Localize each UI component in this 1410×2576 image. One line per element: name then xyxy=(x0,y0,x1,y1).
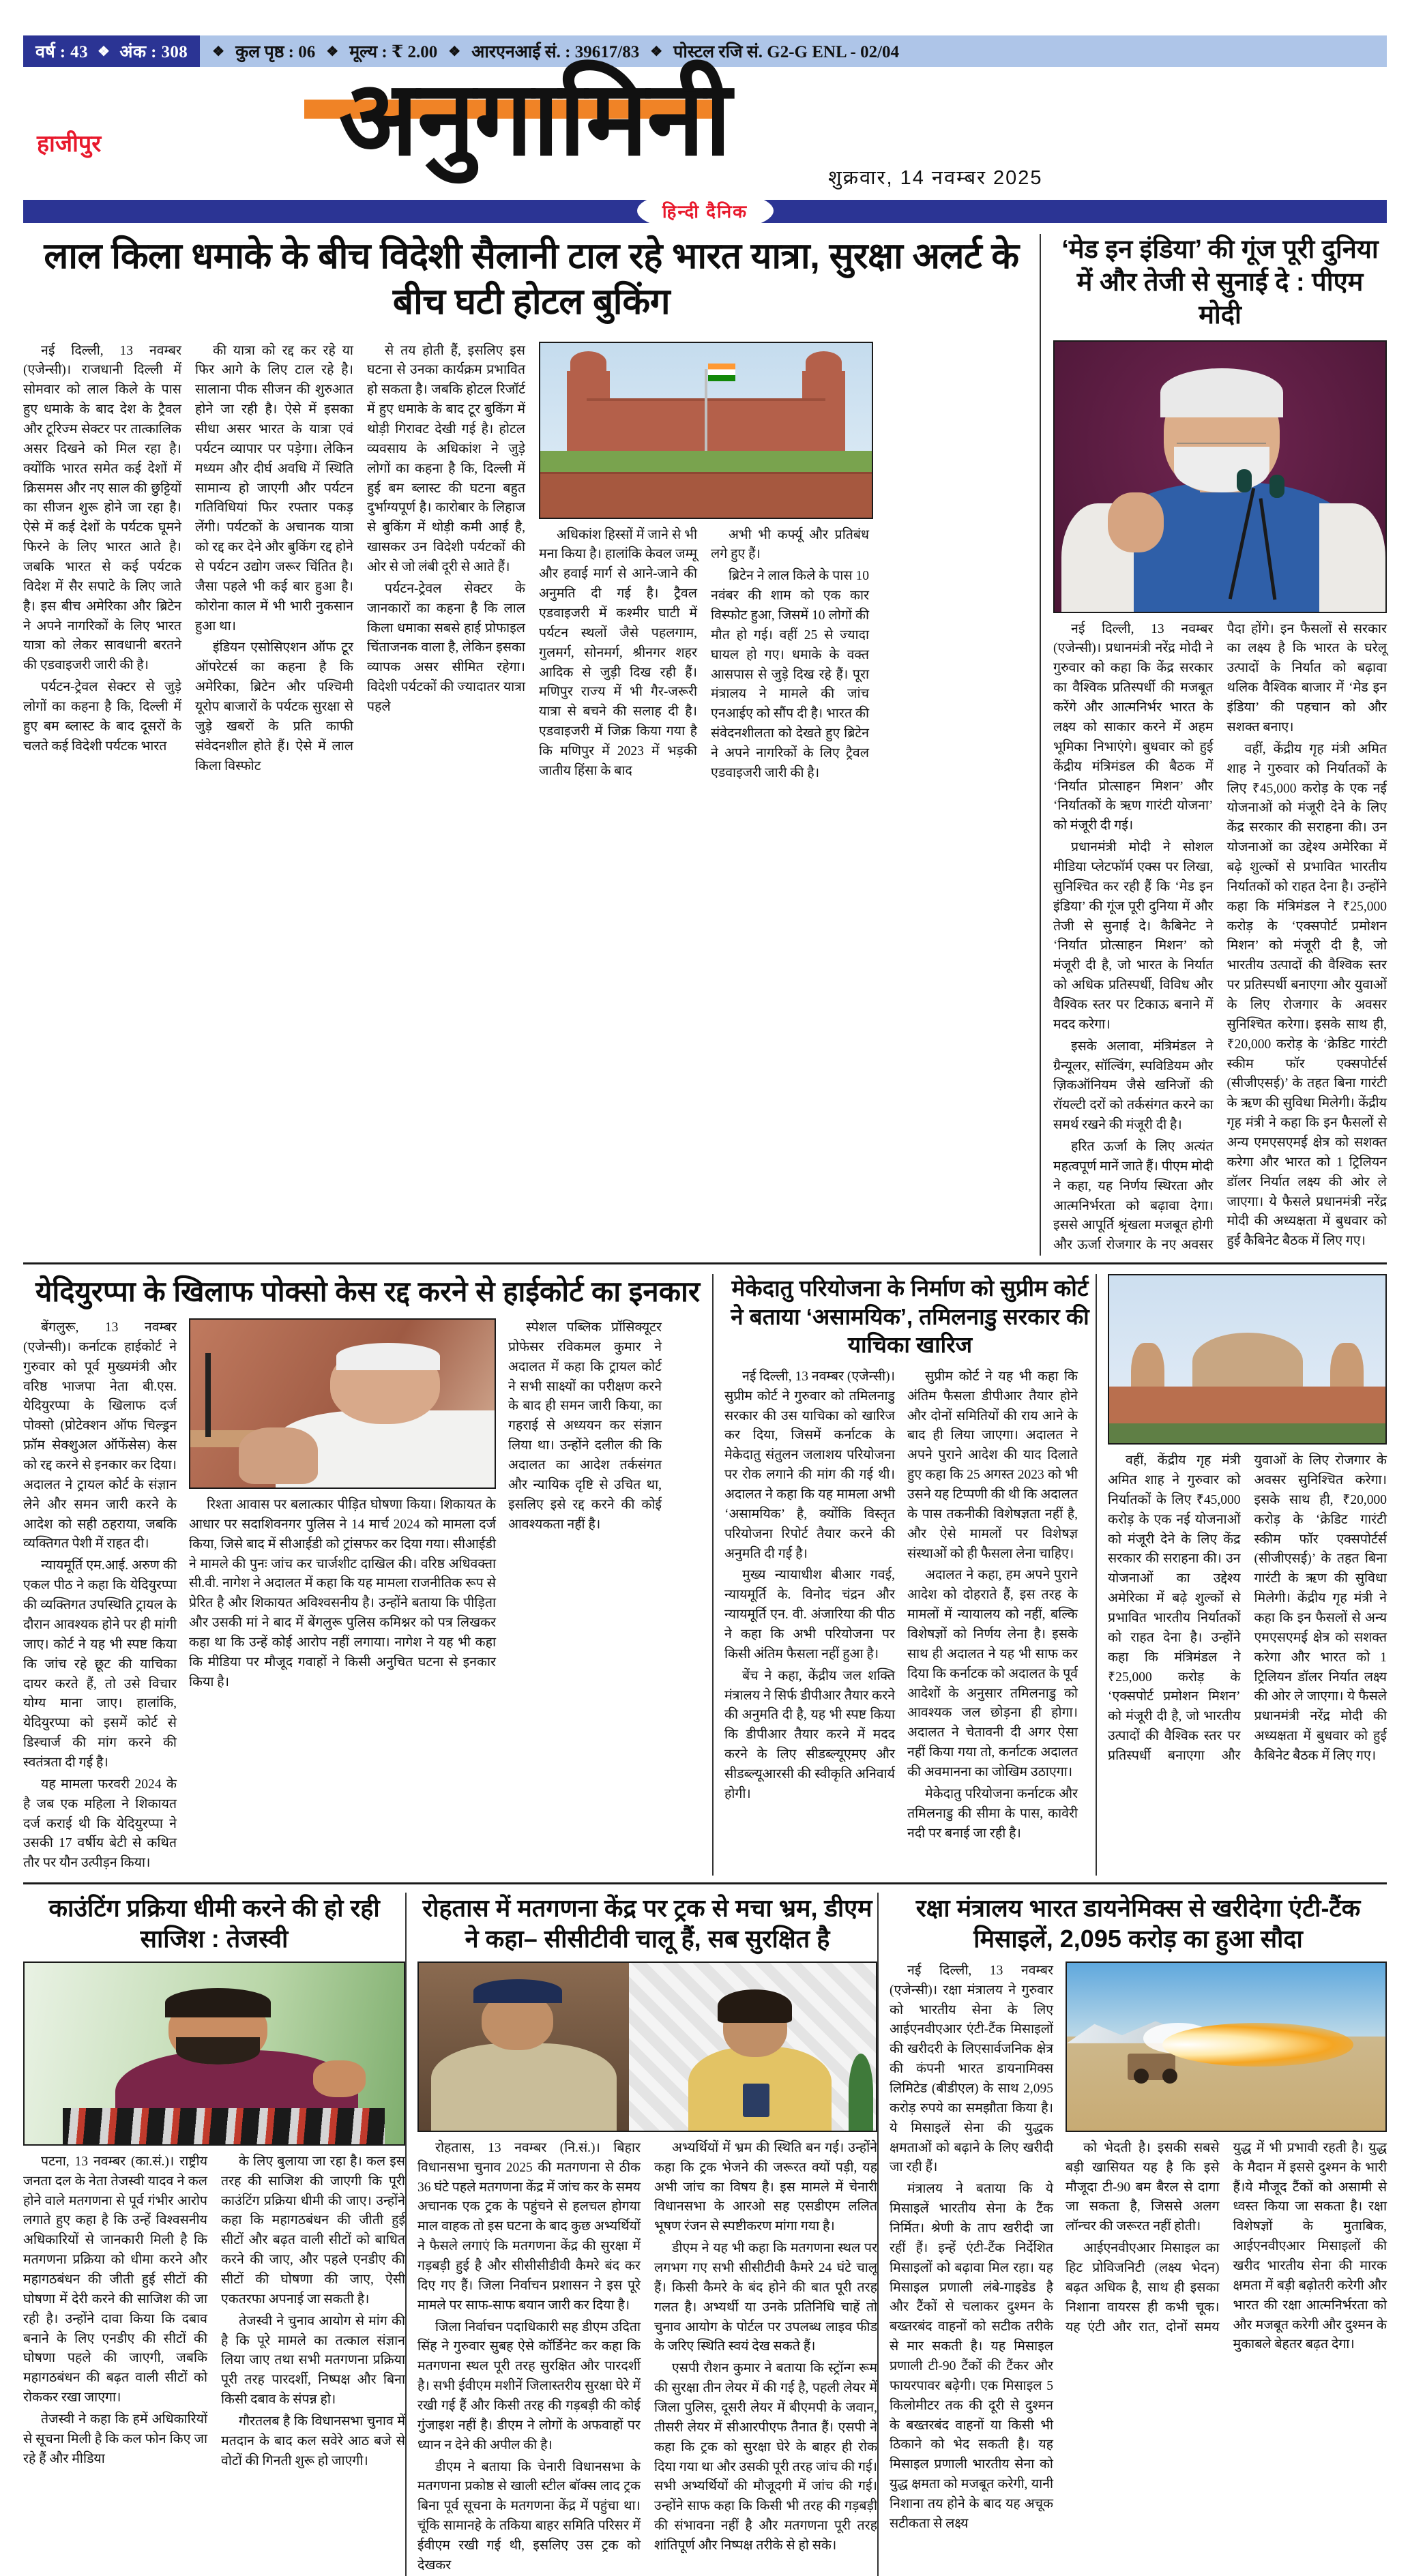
rohtas-story xyxy=(407,1893,877,2576)
modi-para: वहीं, केंद्रीय गृह मंत्री अमित शाह ने गुरुवार को निर्यातकों के लिए ₹45,000 करोड़ के एक नई योजनाओं को मंजूरी देने के लिए केंद्र सरकार की सराहना की। उन योजनाओं का उद्देश्य अमेरिका में बढ़े शुल्कों से प्रभावित भारतीय निर्यातकों को राहत देना है। उन्होंने कहा कि मंत्रिमंडल ने ₹25,000 करोड़ के ‘एक्सपोर्ट प्रमोशन मिशन’ को मंजूरी दी है, जो भारतीय उत्पादों की वैश्विक स्तर पर प्रतिस्पर्धी बनाएगा और युवाओं के लिए रोजगार के अवसर सुनिश्चित करेगा। इसके साथ ही, ₹20,000 करोड़ के ‘क्रेडिट गारंटी स्कीम फॉर एक्सपोर्टर्स (सीजीएसई)’ के तहत बिना गारंटी के ऋण की सुविधा मिलेगी। केंद्रीय गृह मंत्री ने कहा कि इन फैसलों से अन्य एमएसएमई क्षेत्र को सशक्त करेगा और भारत को 1 ट्रिलियन डॉलर निर्यात लक्ष्य की ओर ले जाएगा। ये फैसले प्रधानमंत्री नरेंद्र मोदी की अध्यक्षता में बुधवार को हुई कैबिनेट बैठक में लिए गए। xyxy=(1227,741,1387,1249)
rohtas-para: एसपी रौशन कुमार ने बताया कि स्ट्रॉन्ग रूम की सुरक्षा तीन लेयर में की गई है, पहली लेयर में जिला पुलिस, दूसरी लेयर में बीएमपी के जवान, तीसरी लेयर में सीआरपीएफ तैनात हैं। एसपी ने कहा कि ट्रक को सुरक्षा घेरे के बाहर ही रोक दिया गया था और उसकी पूरी तरह जांच की गई। सभी अभ्यर्थियों की मौजूदगी में जांच की गई। उन्होंने साफ कहा कि किसी भी तरह की गड़बड़ी की संभावना नहीं है और मतगणना पूरी तरह शांतिपूर्ण और निष्पक्ष तरीके से हो सके। xyxy=(654,2361,877,2553)
yediyurappa-column-1 xyxy=(23,1318,177,1876)
yediyurappa-illustration xyxy=(190,1320,495,1487)
lead-headline: लाल किला धमाके के बीच विदेशी सैलानी टाल रहे भारत यात्रा, सुरक्षा अलर्ट के बीच घटी होटल बुकिंग xyxy=(44,236,1019,322)
missile-para: मंत्रालय ने बताया कि ये मिसाइलें भारतीय सेना के टैंक निर्मित। श्रेणी के ताप खरीदी जा रहीं हैं। इन्हें एंटी-टैंक निर्देशित मिसाइलों को बढ़ावा मिल रहा। यह मिसाइल प्रणाली लंबे-गाइडेड है और टैंकों से चलाकर दुश्मन के बख्तरबंद वाहनों को सटीक तरीके से मार सकती है। यह मिसाइल प्रणाली टी-90 टैंकों की टैंकर और फायरपावर बढ़ेगी। एक मिसाइल 5 किलोमीटर तक की दूरी से दुश्मन के बख्तरबंद वाहनों या किसी भी ठिकाने को भेद सकती है। यह मिसाइल प्रणाली भारतीय सेना को युद्ध क्षमता को मजबूत करेगी, यानी निशाना तय होने के बाद यह अचूक सटीकता से लक्ष्य xyxy=(890,2182,1053,2531)
lead-para: ब्रिटेन ने लाल किले के पास 10 नवंबर की शाम को एक कार विस्फोट हुआ, जिसमें 10 लोगों की मौत हो गई। वहीं 25 से ज्यादा घायल हो गए। धमाके के वक्त आसपास से जुड़े दिख रहे हैं। पूरा मंत्रालय ने मामले की जांच एनआईए को सौंप दी है। भारत की संवेदनशीलता को देखते हुए ब्रिटेन ने अपने नागरिकों के लिए ट्रैवल एडवाइजरी जारी की है। xyxy=(711,569,869,780)
masthead-title-wrap xyxy=(262,61,808,197)
modi-para: हरित ऊर्जा के लिए अत्यंत महत्वपूर्ण मानें जाते हैं। पीएम मोदी ने कहा, यह निर्णय स्थिरता और आत्मनिर्भरता को बढ़ावा देगा। इससे आपूर्ति श्रृंखला मजबूत होगी और ऊर्जा रोजगार के नए अवसर पैदा होंगे। इन फैसलों से सरकार का लक्ष्य है कि भारत के घरेलू उत्पादों के निर्यात को बढ़ावा थलिक वैश्विक बाजार में ‘मेड इन इंडिया’ की पहचान को और सशक्त बनाए। xyxy=(1053,621,1387,1253)
modi-body xyxy=(1053,620,1387,1256)
mekedatu-para: सुप्रीम कोर्ट ने यह भी कहा कि अंतिम फैसला डीपीआर तैयार होने और दोनों समितियों की राय आने के बाद ही लिया जाएगा। अदालत ने अपने पुराने आदेश की याद दिलाते हुए कहा कि 25 अगस्त 2023 को भी उसने यह टिप्पणी की थी कि अदालत के पास तकनीकी विशेषज्ञता नहीं है, और ऐसे मामलों पर विशेषज्ञ संस्थाओं को ही फैसला लेना चाहिए। xyxy=(907,1369,1078,1561)
mekedatu-para: अदालत ने कहा, हम अपने पुराने आदेश को दोहराते हैं, इस तरह के मामलों में न्यायालय को नहीं, बल्कि विशेषज्ञों को निर्णय लेना है। इसके साथ ही अदालत ने यह भी साफ कर दिया कि कर्नाटक को अदालत के पूर्व आदेशों के अनुसार तमिलनाडु को आवश्यक जल छोड़ना ही होगा। अदालत ने चेतावनी दी अगर ऐसा नहीं किया गया तो, कर्नाटक अदालत की अवमानना का जोखिम उठाएगा। xyxy=(907,1568,1078,1780)
lead-para: पर्यटन-ट्रेवल सेक्टर से जुड़े लोगों का कहना है कि, दिल्ली में हुए बम ब्लास्ट के बाद दूसरों के चलते कई विदेशी पर्यटक भारत xyxy=(23,680,181,754)
lead-para: इंडियन एसोसिएशन ऑफ टूर ऑपरेटर्स का कहना है कि अमेरिका, ब्रिटेन और पश्चिमी यूरोप बाजारों के पर्यटक सुरक्षा से जुड़े खबरों के प्रति काफी संवेदनशील होते हैं। ऐसे में लाल किला विस्फोट xyxy=(195,640,353,773)
lead-column-1 xyxy=(23,342,181,786)
lead-column-4 xyxy=(539,526,697,786)
supreme-court-illustration xyxy=(1109,1275,1385,1443)
red-fort-illustration xyxy=(540,343,872,518)
modi-story xyxy=(1041,234,1387,1256)
tejashwi-headline: काउंटिंग प्रक्रिया धीमी करने की हो रही साजिश : तेजस्वी xyxy=(48,1894,380,1953)
modi-para: इसके अलावा, मंत्रिमंडल ने ग्रैन्यूलर, सॉल्विंग, स्पविडियम और ज़िकऑनियम जैसे खनिजों की रॉयल्टी दरों को तर्कसंगत करने का समर्थ रखने की मंजूरी दी है। xyxy=(1053,1039,1214,1133)
rni-number: आरएनआई सं. : 39617/83 xyxy=(471,43,640,61)
mekedatu-para: मुख्य न्यायाधीश बीआर गवई, न्यायमूर्ति के. विनोद चंद्रन और न्यायमूर्ति एन. वी. अंजारिया की पीठ ने कहा कि अभी परियोजना पर किसी अंतिम फैसला नहीं हुआ है। xyxy=(724,1568,895,1661)
newspaper-page xyxy=(0,35,1410,2573)
red-fort-photo xyxy=(539,342,873,519)
yediyurappa-para: स्पेशल पब्लिक प्रॉसिक्यूटर प्रोफेसर रविकमल कुमार ने अदालत में कहा कि ट्रायल कोर्ट ने सभी साक्ष्यों का परीक्षण करने के बाद ही समन जारी किया, का गहराई से अध्ययन कर संज्ञान लिया था। उन्होंने दलील की कि अदालत का आदेश तर्कसंगत और न्यायिक दृष्टि से उचित था, इसलिए इसे रद्द करने की कोई आवश्यकता नहीं है। xyxy=(508,1320,662,1532)
yediyurappa-para: यह मामला फरवरी 2024 के है जब एक महिला ने शिकायत दर्ज कराई थी कि येदियुरप्पा ने उसकी 17 वर्षीय बेटी से कथित तौर पर यौन उत्पीड़न किया। xyxy=(23,1777,177,1871)
microphone-icon xyxy=(1237,469,1252,492)
missile-para: को भेदती है। इसकी सबसे बड़ी खासियत यह है कि इसे मौजूदा टी-90 बम बैरल से दागा जा सकता है, जिससे अलग लॉन्चर की जरूरत नहीं होती। xyxy=(1066,2140,1220,2234)
middle-section xyxy=(23,1274,1387,1876)
missile-column-1 xyxy=(890,1961,1053,2536)
lead-section xyxy=(23,234,1387,1256)
tejashwi-yadav-photo xyxy=(23,1961,405,2146)
section-divider xyxy=(23,1262,1387,1264)
mekedatu-column-2 xyxy=(907,1367,1078,1844)
missile-launch-photo xyxy=(1066,1961,1387,2132)
total-pages: कुल पृष्ठ : 06 xyxy=(235,43,316,61)
yediyurappa-story xyxy=(23,1274,712,1876)
pm-modi-illustration xyxy=(1055,342,1385,612)
tejashwi-para: पटना, 13 नवम्बर (का.सं.)। राष्ट्रीय जनता दल के नेता तेजस्वी यादव ने कल होने वाले मतगणना से पूर्व गंभीर आरोप लगाते हुए कहा है कि उन्हें विश्वसनीय अधिकारियों से जानकारी मिली है कि मतगणना प्रक्रिया को धीमा करने और महागठबंधन की जीती हुई सीटों की घोषणा में देरी करने की साजिश की जा रही है। उन्होंने दावा किया कि दबाव बनाने के लिए एनडीए की सीटों की घोषणा पहले की जाएगी, जबकि महागठबंधन की बढ़त वाली सीटों को रोककर रखा जाएगा। xyxy=(23,2154,207,2405)
rohtas-para: डीएम ने यह भी कहा कि मतगणना स्थल पर लगभग गए सभी सीसीटीवी कैमरे 24 घंटे चालू हैं। किसी कैमरे के बंद होने की बात पूरी तरह गलत है। अभ्यर्थी या उनके प्रतिनिधि चाहें तो चुनाव आयोग के पोर्टल पर उपलब्ध लाइव फीड के जरिए स्थिति स्वयं देख सकते हैं। xyxy=(654,2241,877,2354)
rohtas-para: डीएम ने बताया कि चेनारी विधानसभा के मतगणना प्रकोष्ठ से खाली स्टील बॉक्स लाद ट्रक बिना पूर्व सूचना के मतगणना केंद्र में पहुंचा था। चूंकि सामानहे के तकिया बाहर समिति परिसर में ईवीएम रखी गई थी, इसलिए उस ट्रक को देखकर xyxy=(417,2459,641,2573)
supreme-court-photo xyxy=(1108,1274,1387,1445)
yediyurappa-photo-wrap xyxy=(189,1318,496,1876)
lead-para: अभी भी कर्फ्यू और प्रतिबंध लगे हुए हैं। xyxy=(711,527,869,562)
masthead-blue-strip xyxy=(23,200,1387,223)
yediyurappa-para: न्यायमूर्ति एम.आई. अरुण की एकल पीठ ने कहा कि येदियुरप्पा की व्यक्तिगत उपस्थिति ट्रायल के दौरान आवश्यक होने पर ही मांगी जाए। कोर्ट ने यह भी स्पष्ट किया कि जांच रहे छूट की याचिका दायर करते हैं, तो उसे विचार योग्य माना जाए। हालांकि, येदियुरप्पा को इसमें कोर्ट से डिस्चार्ज की मांग करने की स्वतंत्रता दी गई है। xyxy=(23,1558,177,1770)
lead-para: अधिकांश हिस्सों में जाने से भी मना किया है। हालांकि केवल जम्मू और हवाई मार्ग से आने-जाने की अनुमति दी गई है। ट्रैवल एडवाइजरी में कश्मीर घाटी में पर्यटन स्थलों जैसे पहलगाम, गुलमर्ग, सोनमर्ग, श्रीनगर शहर आदिक से जुड़ी दिख रही हैं। मणिपुर राज्य में भी गैर-जरूरी यात्रा से बचने की सलाह दी है। एडवाइजरी में जिक्र किया गया है कि मणिपुर में 2023 में भड़की जातीय हिंसा के बाद xyxy=(539,527,697,778)
diamond-icon: ❖ xyxy=(650,44,663,59)
rohtas-para: रोहतास, 13 नवम्बर (नि.सं.)। बिहार विधानसभा चुनाव 2025 की मतगणना से ठीक 36 घंटे पहले मतगणना केंद्र में जांच कर के समय अचानक एक ट्रक के पहुंचने से हलचल होगया माल वाहक तो इस घटना के बाद कुछ अभ्यर्थियों ने फैसले लगाएं कि मतगणना केंद्र की सुरक्षा में गड़बड़ी हुई है और सीसीसीडीवी कैमरे बंद कर दिए गए हैं। जिला निर्वाचन प्रशासन ने इस पूरे मामले पर साफ-साफ बयान जारी कर दिया है। xyxy=(417,2140,641,2313)
microphone-icon xyxy=(205,1353,211,1437)
mekedatu-para: मेकेदातु परियोजना कर्नाटक और तमिलनाडु की सीमा के पास, कावेरी नदी पर बनाई जा रही है। xyxy=(907,1786,1078,1841)
price: मूल्य : ₹ 2.00 xyxy=(349,43,438,61)
missile-deal-story xyxy=(879,1893,1387,2576)
masthead xyxy=(23,61,1387,197)
microphone-cluster-icon xyxy=(63,2108,385,2144)
tejashwi-para: गौरतलब है कि विधानसभा चुनाव में मतदान के बाद कल सवेरे आठ बजे से वोटों की गिनती शुरू हो जाएगी। xyxy=(221,2414,405,2468)
lead-para: नई दिल्ली, 13 नवम्बर (एजेन्सी)। राजधानी दिल्ली में सोमवार को लाल किले के पास हुए धमाके के बाद देश के ट्रैवल और टूरिज्म सेक्टर पर तात्कालिक असर दिखने को मिल रहा है। क्योंकि भारत समेत कई देशों में क्रिसमस और नए साल की छुट्टियों का सीजन शुरू होने जा रहा है। ऐसे में कई देशों के पर्यटक घूमने फिरने के लिए भारत आते है। जबकि भारत से कई पर्यटक विदेश में सैर सपाटे के लिए जाते है। इस बीच अमेरिका और ब्रिटेन ने अपने नागरिकों के लिए भारत यात्रा को लेकर सावधानी बरतने की एडवाइजरी जारी की है। xyxy=(23,343,181,673)
tejashwi-para: तेजस्वी ने चुनाव आयोग से मांग की है कि पूरे मामले का तत्काल संज्ञान लिया जाए तथा सभी मतगणना प्रक्रिया पूरी तरह पारदर्शी, निष्पक्ष और बिना किसी दबाव के संपन्न हो। xyxy=(221,2313,405,2408)
publication-date: शुक्रवार, 14 नवम्बर 2025 xyxy=(828,167,1043,189)
lead-column-3 xyxy=(367,342,525,786)
mekedatu-story xyxy=(714,1274,1096,1876)
yediyurappa-column-2 xyxy=(189,1496,496,1693)
rohtas-illustration xyxy=(419,1963,876,2131)
rohtas-para: जिला निर्वाचन पदाधिकारी सह डीएम उदिता सिंह ने गुरुवार सुबह ऐसे कॉर्डिनेट कर कहा कि मतगणना स्थल पूरी तरह सुरक्षित और पारदर्शी है। सभी ईवीएम मशीनें जिलास्तरीय सुरक्षा घेरे में रखी गई हैं और किसी तरह की गड़बड़ी की कोई गुंजाइश नहीं है। डीएम ने लोगों के अफवाहों पर ध्यान न देने की अपील की है। xyxy=(417,2320,641,2453)
supreme-court-and-continuation xyxy=(1097,1274,1387,1876)
language-badge: हिन्दी दैनिक xyxy=(637,190,774,231)
section-divider xyxy=(23,1882,1387,1884)
mekedatu-column-1 xyxy=(724,1367,895,1846)
diamond-icon: ❖ xyxy=(326,44,339,59)
missile-launch-illustration xyxy=(1067,1963,1385,2131)
microphone-icon xyxy=(1269,475,1284,498)
yediyurappa-photo xyxy=(189,1318,496,1489)
newspaper-title: अनुगामिनी xyxy=(338,61,731,177)
diamond-icon: ❖ xyxy=(212,44,225,59)
lead-column-4-wrap xyxy=(539,342,873,786)
missile-headline: रक्षा मंत्रालय भारत डायनेमिक्स से खरीदेगा एंटी-टैंक मिसाइलें, 2,095 करोड़ का हुआ सौदा xyxy=(915,1894,1361,1953)
rohtas-body xyxy=(417,2139,877,2576)
edition-city: हाजीपुर xyxy=(37,131,102,157)
diamond-icon: ❖ xyxy=(448,44,461,59)
yediyurappa-headline: येदियुरप्पा के खिलाफ पोक्सो केस रद्द करने से हाईकोर्ट का इनकार xyxy=(35,1275,701,1308)
lead-para: की यात्रा को रद्द कर रहे या फिर आगे के लिए टाल रहे है। सालाना पीक सीजन की शुरुआत होने जा रही है। ऐसे में इसका सीधा असर भारत के यात्रा एवं पर्यटन व्यापार पर पड़ेगा। लेकिन मध्यम और दीर्घ अवधि में स्थिति सामान्य हो जाएगी और पर्यटन गतिविधियां फिर रफ्तार पकड़ लेंगी। पर्यटकों के अचानक यात्रा को रद्द कर देने और बुकिंग रद्द होने से पर्यटन उद्योग जरूर चिंतित है। जैसा पहले भी कई बार हुआ है। कोरोना काल में भी भारी नुकसान हुआ था। xyxy=(195,343,353,634)
indian-flag-icon xyxy=(708,364,735,381)
bottom-section xyxy=(23,1893,1387,2576)
missile-para: नई दिल्ली, 13 नवम्बर (एजेन्सी)। रक्षा मंत्रालय ने गुरुवार को भारतीय सेना के लिए आईएनवीएआर एंटी-टैंक मिसाइलों की खरीदरी के लिएसार्वजनिक क्षेत्र की कंपनी भारत डायनामिक्स लिमिटेड (बीडीएल) के साथ 2,095 करोड़ रुपये का समझौता किया है।ये मिसाइलें सेना की युद्धक क्षमताओं को बढ़ाने के लिए खरीदी जा रही हैं। xyxy=(890,1963,1053,2175)
rohtas-para: अभ्यर्थियों में भ्रम की स्थिति बन गई। उन्होंने कहा कि ट्रक भेजने की जरूरत क्यों पड़ी, यह अभी जांच का विषय है। इस मामले में चेनारी विधानसभा के आरओ सह एसडीएम ललित भूषण रंजन से स्पष्टीकरण मांगा गया है। xyxy=(654,2140,877,2234)
police-cap-icon xyxy=(473,1979,561,2002)
mekedatu-column-2-wrap xyxy=(907,1367,1078,1846)
modi-para: नई दिल्ली, 13 नवम्बर (एजेन्सी)। प्रधानमंत्री नरेंद्र मोदी ने गुरुवार को कहा कि केंद्र सरकार का वैश्विक प्रतिस्पर्धी की मजबूत करेंगे और आत्मनिर्भर भारत के लक्ष्य को साकार करने में अहम भूमिका निभाएंगे। बुधवार को हुई केंद्रीय मंत्रिमंडल की बैठक में ‘निर्यात प्रोत्साहन मिशन’ और ‘निर्यातकों के ऋण गारंटी योजना’ को मंजूरी दी गई। xyxy=(1053,621,1214,833)
tejashwi-body xyxy=(23,2152,405,2472)
mekedatu-para: बेंच ने कहा, केंद्रीय जल शक्ति मंत्रालय ने सिर्फ डीपीआर तैयार करने की अनुमति दी है, यह भी स्पष्ट किया कि डीपीआर तैयार करने में मदद करने के लिए सीडब्ल्यूएमए और सीडब्ल्यूआरसी की स्वीकृति अनिवार्य होगी। xyxy=(724,1668,895,1801)
tejashwi-illustration xyxy=(25,1963,404,2144)
plant-icon xyxy=(849,2054,873,2131)
tejashwi-para: तेजस्वी ने कहा कि हमें अधिकारियों से सूचना मिली है कि कल फोन किए जा रहे हैं और मीडिया xyxy=(23,2412,207,2466)
modi-headline: ‘मेड इन इंडिया’ की गूंज पूरी दुनिया में और तेजी से सुनाई दे : पीएम मोदी xyxy=(1061,235,1379,329)
lead-column-2 xyxy=(195,342,353,786)
modi-para: प्रधानमंत्री मोदी ने सोशल मीडिया प्लेटफॉर्म एक्स पर लिखा, सुनिश्चित कर रही हैं कि ‘मेड इन इंडिया’ की गूंज पूरी दुनिया में और तेजी से सुनाई दे। कैबिनेट ने ‘निर्यात प्रोत्साहन मिशन’ को मंजूरी दी है, जो भारत के निर्यात को अधिक प्रतिस्पर्धी, विविध और वैश्विक स्तर पर टिकाऊ बनाने में मदद करेगा। xyxy=(1053,840,1214,1032)
missile-blast-icon xyxy=(1162,2023,1353,2067)
yediyurappa-para: रिश्ता आवास पर बलात्कार पीड़ित घोषणा किया। शिकायत के आधार पर सदाशिवनगर पुलिस ने 14 मार्च 2024 को मामला दर्ज किया, जिसे बाद में सीआईडी को ट्रांसफर कर दिया गया। सीआईडी ने मामले की पुनः जांच कर चार्जशीट दाखिल की। वरिष्ठ अधिवक्ता सी.वी. नागेश ने अदालत में कहा कि यह मामला राजनीतिक रूप से प्रेरित है और शिकायत अविश्वसनीय है। उन्होंने बताया कि पीड़िता और उसकी मां ने बाद में बेंगलुरू पुलिस कमिश्नर को पत्र लिखकर कहा था कि उन्हें कोई आरोप नहीं लगाया। नागेश ने यह भी कहा कि मीडिया पर मौजूद गवाहों ने किसी अनुचित घटना से इनकार किया है। xyxy=(189,1498,496,1689)
postal-reg-number: पोस्टल रजि सं. G2-G ENL - 02/04 xyxy=(673,43,900,61)
mobile-phone-icon xyxy=(743,2084,770,2117)
diamond-icon: ❖ xyxy=(97,44,111,59)
tejashwi-para: के लिए बुलाया जा रहा है। कल इस तरह की साजिश की जाएगी कि पूरी काउंटिंग प्रक्रिया धीमी की जाए। उन्होंने कहा कि महागठबंधन की जीती हुई सीटों और बढ़त वाली सीटों को बाधित करने की जाए, और पहले एनडीए की सीटों की घोषणा की जाए, ऐसी एकतरफा अपनाई जा सकती है। xyxy=(221,2154,405,2307)
lead-para: से तय होती हैं, इसलिए इस घटना से उनका कार्यक्रम प्रभावित हो सकता है। जबकि होटल रिजॉर्ट में हुए धमाके के बाद टूर बुकिंग में थोड़ी गिरावट देखी गई है। होटल व्यवसाय के अधिकांश ने जुड़े लोगों का कहना है कि, दिल्ली में हुई बम ब्लास्ट की घटना बहुत दुर्भाग्यपूर्ण है। कारोबार के लिहाज से बुकिंग में थोड़ी कमी आई है, खासकर उन विदेशी पर्यटकों की ओर से जो लंबी दूरी से आते हैं। xyxy=(367,343,525,574)
pm-modi-photo xyxy=(1053,340,1387,613)
info-bar-left xyxy=(23,35,200,67)
rohtas-headline: रोहतास में मतगणना केंद्र पर ट्रक से मचा भ्रम, डीएम ने कहा– सीसीटीवी चालू हैं, सब सुरक्षित है xyxy=(422,1894,872,1953)
continuation-body xyxy=(1108,1451,1387,1767)
rohtas-dm-sp-photo xyxy=(417,1961,877,2132)
lead-column-5 xyxy=(711,526,869,786)
missile-photo-wrap xyxy=(1066,1961,1387,2536)
issue-number: अंक : 308 xyxy=(119,43,188,61)
continuation-para: वहीं, केंद्रीय गृह मंत्री अमित शाह ने गुरुवार को निर्यातकों के लिए ₹45,000 करोड़ के एक नई योजनाओं को मंजूरी देने के लिए केंद्र सरकार की सराहना की। उन योजनाओं का उद्देश्य अमेरिका में बढ़े शुल्कों से प्रभावित भारतीय निर्यातकों को राहत देना है। उन्होंने कहा कि मंत्रिमंडल ने ₹25,000 करोड़ के ‘एक्सपोर्ट प्रमोशन मिशन’ को मंजूरी दी है, जो भारतीय उत्पादों की वैश्विक स्तर पर प्रतिस्पर्धी बनाएगा और युवाओं के लिए रोजगार के अवसर सुनिश्चित करेगा। इसके साथ ही, ₹20,000 करोड़ के ‘क्रेडिट गारंटी स्कीम फॉर एक्सपोर्टर्स (सीजीएसई)’ के तहत बिना गारंटी के ऋण की सुविधा मिलेगी। केंद्रीय गृह मंत्री ने कहा कि इन फैसलों से अन्य एमएसएमई क्षेत्र को सशक्त करेगा और भारत को 1 ट्रिलियन डॉलर निर्यात लक्ष्य की ओर ले जाएगा। ये फैसले प्रधानमंत्री नरेंद्र मोदी की अध्यक्षता में बुधवार को हुई कैबिनेट बैठक में लिए गए। xyxy=(1108,1453,1387,1764)
lead-para: पर्यटन-ट्रेवल सेक्टर के जानकारों का कहना है कि लाल किला धमाका सबसे हाई प्रोफाइल चिंताजनक वाला है, लेकिन इसका व्यापक असर सीमित रहेगा। विदेशी पर्यटकों की ज्यादातर यात्रा पहले xyxy=(367,581,525,714)
yediyurappa-para: बेंगलुरू, 13 नवम्बर (एजेन्सी)। कर्नाटक हाईकोर्ट ने गुरुवार को पूर्व मुख्यमंत्री और वरिष्ठ भाजपा नेता बी.एस. येदियुरप्पा के खिलाफ दर्ज पोक्सो (प्रोटेक्शन ऑफ चिल्ड्रन फ्रॉम सेक्शुअल ऑफेंसेस) केस को रद्द करने से इनकार कर दिया। अदालत ने ट्रायल कोर्ट के संज्ञान लेने और समन जारी करने के आदेश को सही ठहराया, जबकि व्यक्तिगत पेशी में राहत दी। xyxy=(23,1320,177,1552)
mekedatu-headline: मेकेदातु परियोजना के निर्माण को सुप्रीम कोर्ट ने बताया ‘असामयिक’, तमिलनाडु सरकार की याचिका खारिज xyxy=(731,1275,1089,1358)
volume-number: वर्ष : 43 xyxy=(35,43,88,61)
missile-para: आईएनवीएआर मिसाइल का हिट प्रोविजनिटी (लक्ष्य भेदन) बढ़त अधिक है, साथ ही इसका निशाना वायरस ही कभी चूक। यह एंटी और रात, दोनों समय युद्ध में भी प्रभावी रहती है। युद्ध के मैदान में इससे दुश्मन के भारी हैं।ये मौजूद टैंकों को असामी से ध्वस्त किया जा सकता है। रक्षा विशेषज्ञों के मुताबिक, आईएनवीएआर मिसाइलों की खरीद भारतीय सेना की मारक क्षमता में बड़ी बढ़ोतरी करेगी और भारत की रक्षा आत्मनिर्भरता को और मजबूत करेगी और दुश्मन के मुकाबले बेहतर बढ़त देगा। xyxy=(1066,2140,1387,2352)
tejashwi-story xyxy=(23,1893,405,2576)
lead-story xyxy=(23,234,1040,1256)
yediyurappa-column-3 xyxy=(508,1318,662,1876)
missile-body-lower xyxy=(1066,2139,1387,2355)
mekedatu-para: नई दिल्ली, 13 नवम्बर (एजेन्सी)। सुप्रीम कोर्ट ने गुरुवार को तमिलनाडु सरकार की उस याचिका को खारिज कर दिया, जिसमें कर्नाटक के मेकेदातु संतुलन जलाशय परियोजना पर रोक लगाने की मांग की गई थी। अदालत ने कहा कि यह मामला अभी ‘असामयिक’ है, क्योंकि विस्तृत परियोजना रिपोर्ट तैयार करने की अनुमति दी गई है। xyxy=(724,1369,895,1561)
